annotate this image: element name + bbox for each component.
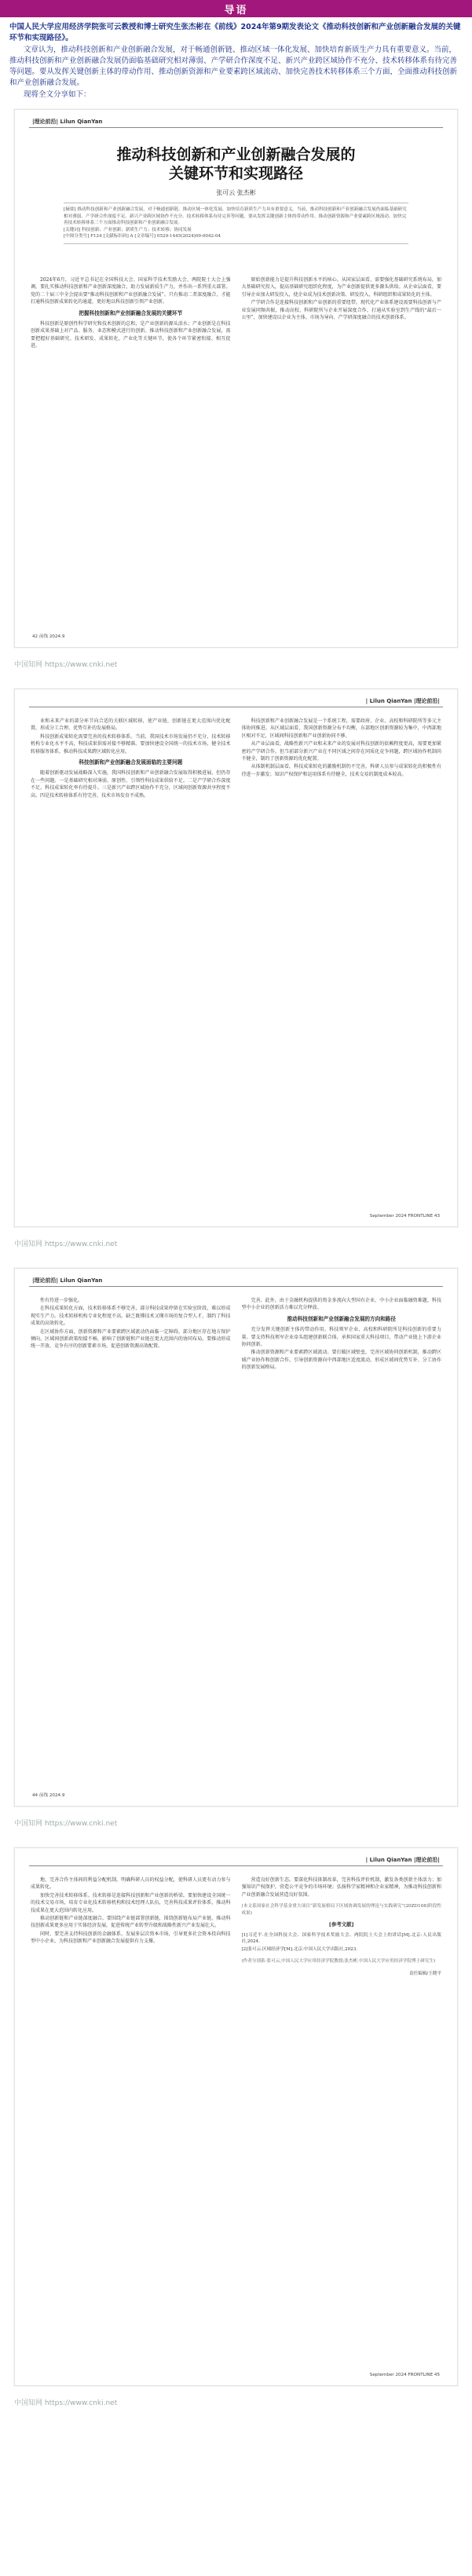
- header-rule: [29, 1286, 443, 1287]
- right-column: [242, 1297, 442, 1776]
- classification-text: [中图分类号] F124 [文献标识码] A [文章编号] 0529-1445(2024)09-0042-04: [64, 234, 221, 239]
- right-column: [242, 1876, 442, 2355]
- page-footer: September 2024 FRONTLINE 45: [369, 2373, 440, 2377]
- page-column-header: | Lilun QianYan |理论前沿|: [365, 1857, 440, 1863]
- article-abstract: [64, 203, 408, 244]
- article-columns: [31, 276, 441, 622]
- article-title-line-1: 推动科技创新和产业创新融合发展的: [116, 146, 356, 163]
- paragraph: 在科技成果转化方面，技术转移体系不够完善，部分科技成果停留在实验室阶段，难以形成现实生产力。技术转移机构专业化程度不高，缺乏既懂技术又懂市场的复合型人才，制约了科技成果的高效转化。: [31, 1306, 231, 1327]
- article-page-3: [14, 1268, 458, 1807]
- article-page-1: [14, 109, 458, 648]
- header-rule: [29, 1865, 443, 1866]
- right-column: [242, 718, 442, 1197]
- paragraph: 地、完善合作主体间的利益分配机制，明确科研人员的权益分配，使科研人员更有动力参与成果转化。: [31, 1877, 231, 1891]
- paragraph: 原始创新能力是提升科技创新水平的核心。从国家层面看，需要强化基础研究系统布局，加大基础研究投入，提高基础研究组织化程度，为产业创新提供更多源头供给。从企业层面看，要引导企业加大研发投入，使企业成为技术创新决策、研发投入、科研组织和成果转化的主体。: [241, 277, 441, 298]
- paragraph: 从产业层面看，战略性新兴产业和未来产业的发展对科技创新的依赖程度更高，需要更加紧密的产学研合作。但当前部分新兴产业在不同区域之间存在同质化竞争问题，跨区域协作机制尚不健全，制约了创新资源的优化配置。: [241, 741, 441, 762]
- article-authors: 张可云 张杰彬: [216, 189, 256, 196]
- reference-item: [2]张可云.区域经济学[M].北京:中国人民大学出版社,2023.: [241, 1947, 358, 1952]
- paragraph: 从体制机制层面看，科技成果转化的激励机制仍不完善，科研人员参与成果转化的积极性有待进一步激发；知识产权保护和运用体系有待健全，技术交易的制度成本较高。: [241, 764, 441, 777]
- paragraph: 加快完善技术转移体系。技术转移是连接科技创新和产业创新的桥梁。要加快建设全国统一的技术交易市场，培育专业化技术转移机构和技术经理人队伍，完善科技成果评价体系，推动科技成果在更大范围内转化应用。: [31, 1892, 231, 1913]
- intro-block: [0, 17, 472, 104]
- section-header: [0, 0, 472, 17]
- left-column: [31, 718, 231, 1197]
- paragraph: 科技创新和产业创新融合发展是一个系统工程，需要政府、企业、高校和科研院所等多元主体协同推进。从区域层面看，我国创新资源分布不均衡，东部地区创新资源较为集中，中西部地区相对不足，区域间科技创新和产业创新协同不够。: [241, 718, 441, 739]
- intro-body: 文章认为，推动科技创新和产业创新融合发展，对于畅通创新链、推动区域一体化发展、加快培育新质生产力具有重要意义。当前，推动科技创新和产业创新融合发展仍面临基础研究相对薄弱、产学研合作深度不足、新兴产业跨区域协作不充分、技术转移体系有待完善等问题。要从发挥关键创新主体的带动作用、推动创新资源和产业要素跨区域流动、加快完善技术转移体系三个方面，全面推动科技创新和产业创新融合发展。: [9, 46, 458, 87]
- section-heading: 推动科技创新和产业创新融合发展的方向和路径: [287, 1315, 396, 1322]
- left-column: [31, 1297, 231, 1776]
- keywords-text: [关键词] 科技创新；产业创新；新质生产力；技术转移；协同发展: [64, 227, 192, 232]
- cnki-watermark: 中国知网 https://www.cnki.net: [14, 1820, 118, 1828]
- page-footer: September 2024 FRONTLINE 43: [369, 1214, 440, 1219]
- paragraph: 产学研合作是连接科技创新和产业创新的重要纽带。现代化产业体系建设需要科技创新与产业发展同频共振，推动高校、科研院所与企业开展深度合作，打通从实验室到生产线的“最后一公里”，加快建设以企业为主体、市场为导向、产学研深度融合的技术创新体系。: [241, 300, 441, 321]
- paragraph: 营造良好创新生态。要深化科技体制改革，完善科技评价机制，激发各类创新主体活力；加强知识产权保护，营造公平竞争的市场环境；弘扬科学家精神和企业家精神，为推动科技创新和产业创新融合发展营造良好氛围。: [241, 1877, 441, 1898]
- cnki-watermark: 中国知网 https://www.cnki.net: [14, 2399, 118, 2407]
- paragraph: 性有待进一步强化。: [40, 1298, 83, 1303]
- page-footer: 44 前线 2024.9: [32, 1793, 65, 1798]
- abstract-text: [摘要] 推动科技创新和产业创新融合发展，对于畅通创新链、推动区域一体化发展、加快培育新质生产力具有重要意义。当前，推动科技创新和产业创新融合发展仍面临基础研究相对薄弱、产学研合作深度不足、新兴产业跨区域协作不充分、技术转移体系有待完善等问题。要从发挥关键创新主体的带动作用、推动创新资源和产业要素跨区域流动、加快完善技术转移体系三个方面推动科技创新和产业创新融合发展。: [64, 207, 407, 225]
- article-columns: [31, 1297, 441, 1776]
- page-column-header: |理论前沿| Lilun QianYan: [32, 1277, 103, 1284]
- section-heading: 把握科技创新和产业创新融合发展的关键环节: [79, 309, 183, 316]
- page-column-header: | Lilun QianYan |理论前沿|: [365, 698, 440, 704]
- article-page-2: [14, 689, 458, 1227]
- intro-lead: 中国人民大学应用经济学院张可云教授和博士研究生张杰彬在《前线》2024年第9期发表论文《推动科技创新和产业创新融合发展的关键环节和实现路径》。: [9, 23, 461, 42]
- right-column: [242, 276, 442, 622]
- section-header-title: 导语: [224, 4, 248, 16]
- paragraph: 推动创新资源和产业要素跨区域流动。要打破区域壁垒，完善区域协同创新机制，推动跨区域产业协作和创新合作，引导创新资源向中西部地区适度流动，形成区域间优势互补、分工协作的创新发展格局。: [241, 1350, 441, 1371]
- left-column: [31, 1876, 231, 2355]
- cnki-watermark: 中国知网 https://www.cnki.net: [14, 1240, 118, 1248]
- article-title: [15, 145, 457, 183]
- paragraph: 随着创新驱动发展战略深入实施，我国科技创新和产业创新融合发展取得积极进展，但仍存在一些问题。一是基础研究相对薄弱，原创性、引领性科技成果供给不足。二是产学研合作深度不足，科技成果转化率有待提升。三是新兴产业跨区域协作不充分，区域间创新资源共享程度不高。四是技术转移体系有待完善，技术市场发育不成熟。: [31, 770, 231, 798]
- article-title-line-2: 关键环节和实现路径: [168, 165, 303, 182]
- paragraph: 科技创新成果转化需要完善的技术转移体系。当前，我国技术市场发展仍不充分，技术转移机构专业化水平不高，科技成果供需对接不够精准。要加快建设全国统一的技术市场，健全技术转移服务体系，推动科技成果跨区域转化应用。: [31, 733, 231, 755]
- paragraph: 充分发挥关键创新主体的带动作用。科技领军企业、高校和科研院所是科技创新的重要力量。要支持科技领军企业牵头组建创新联合体，承担国家重大科技项目，带动产业链上下游企业协同创新。: [241, 1327, 441, 1348]
- paragraph: 推动创新链和产业链深度融合。要围绕产业链部署创新链，围绕创新链布局产业链，推动科技创新成果更多应用于实体经济发展，促进传统产业转型升级和战略性新兴产业发展壮大。: [31, 1916, 231, 1929]
- article-pages: [0, 104, 472, 2427]
- header-rule: [29, 127, 443, 128]
- article-page-4: [14, 1847, 458, 2386]
- paragraph: 2024年6月，习近平总书记在全国科技大会、国家科学技术奖励大会、两院院士大会上强调，要扎实推动科技创新和产业创新深度融合，助力发展新质生产力，并作出一系列重大部署。党的二十届三中全会提出要“推动科技创新和产业创新融合发展”。只有推动二者深度融合，才能打通科技创新成果转化的通道，更好地以科技创新引领产业创新。: [31, 277, 231, 305]
- paragraph: 业和未来产业的部分环节向合适的关联区域转移，使产业链、创新链在更大范围内优化配置，形成分工合理、优势互补的发展格局。: [31, 718, 231, 732]
- author-note: (作者分别系:张可云,中国人民大学应用经济学院教授;张杰彬,中国人民大学应用经济学院博士研究生): [241, 1958, 436, 1964]
- article-columns: [31, 1876, 441, 2355]
- intro-closing: 现将全文分享如下：: [24, 90, 91, 99]
- references-heading: [参考文献]: [329, 1921, 354, 1928]
- page-column-header: |理论前沿| Lilun QianYan: [32, 119, 103, 125]
- reference-item: [1]习近平.在全国科技大会、国家科学技术奖励大会、两院院士大会上的讲话[M].北京:人民出版社,2024.: [241, 1932, 441, 1945]
- editor-credit: 责任编辑/王晓平: [408, 1971, 441, 1977]
- section-heading: 科技创新和产业创新融合发展面临的主要问题: [79, 759, 183, 766]
- page-footer: 42 前线 2024.9: [32, 634, 65, 639]
- cnki-watermark: 中国知网 https://www.cnki.net: [14, 661, 118, 669]
- left-column: [31, 276, 231, 622]
- paragraph: 在区域协作方面，创新资源和产业要素跨区域流动仍面临一定障碍。部分地区存在地方保护倾向，区域间创新政策衔接不畅，影响了创新链和产业链在更大范围内的协同布局。要推动形成统一开放、竞争有序的创新要素市场，促进创新资源高效配置。: [31, 1328, 231, 1350]
- paragraph: 科技创新是原创性科学研究和技术创新的总和，是产业创新的源头活水；产业创新是在科技创新成果基础上对产品、服务、业态和模式进行的创新。推动科技创新和产业创新融合发展，需要把握好基础研究、技术研发、成果转化、产业化等关键环节，使各个环节紧密衔接、相互促进。: [31, 321, 231, 349]
- article-columns: [31, 718, 441, 1197]
- fund-note: (本文系国家社会科学基金重大项目“新发展格局下区域协调发展的理论与实践研究”(20ZD108)阶段性成果): [241, 1904, 441, 1916]
- paragraph: 完善、此外，由于金融机构提供的资金多流向大型国有企业，中小企业面临融资难题，科技型中小企业的创新活力难以充分释放。: [241, 1298, 441, 1311]
- paragraph: 同时，要完善支持科技创新的金融体系，发展多层次资本市场，引导更多社会资本投向科技型中小企业，为科技创新和产业创新融合发展提供有力支撑。: [31, 1931, 231, 1945]
